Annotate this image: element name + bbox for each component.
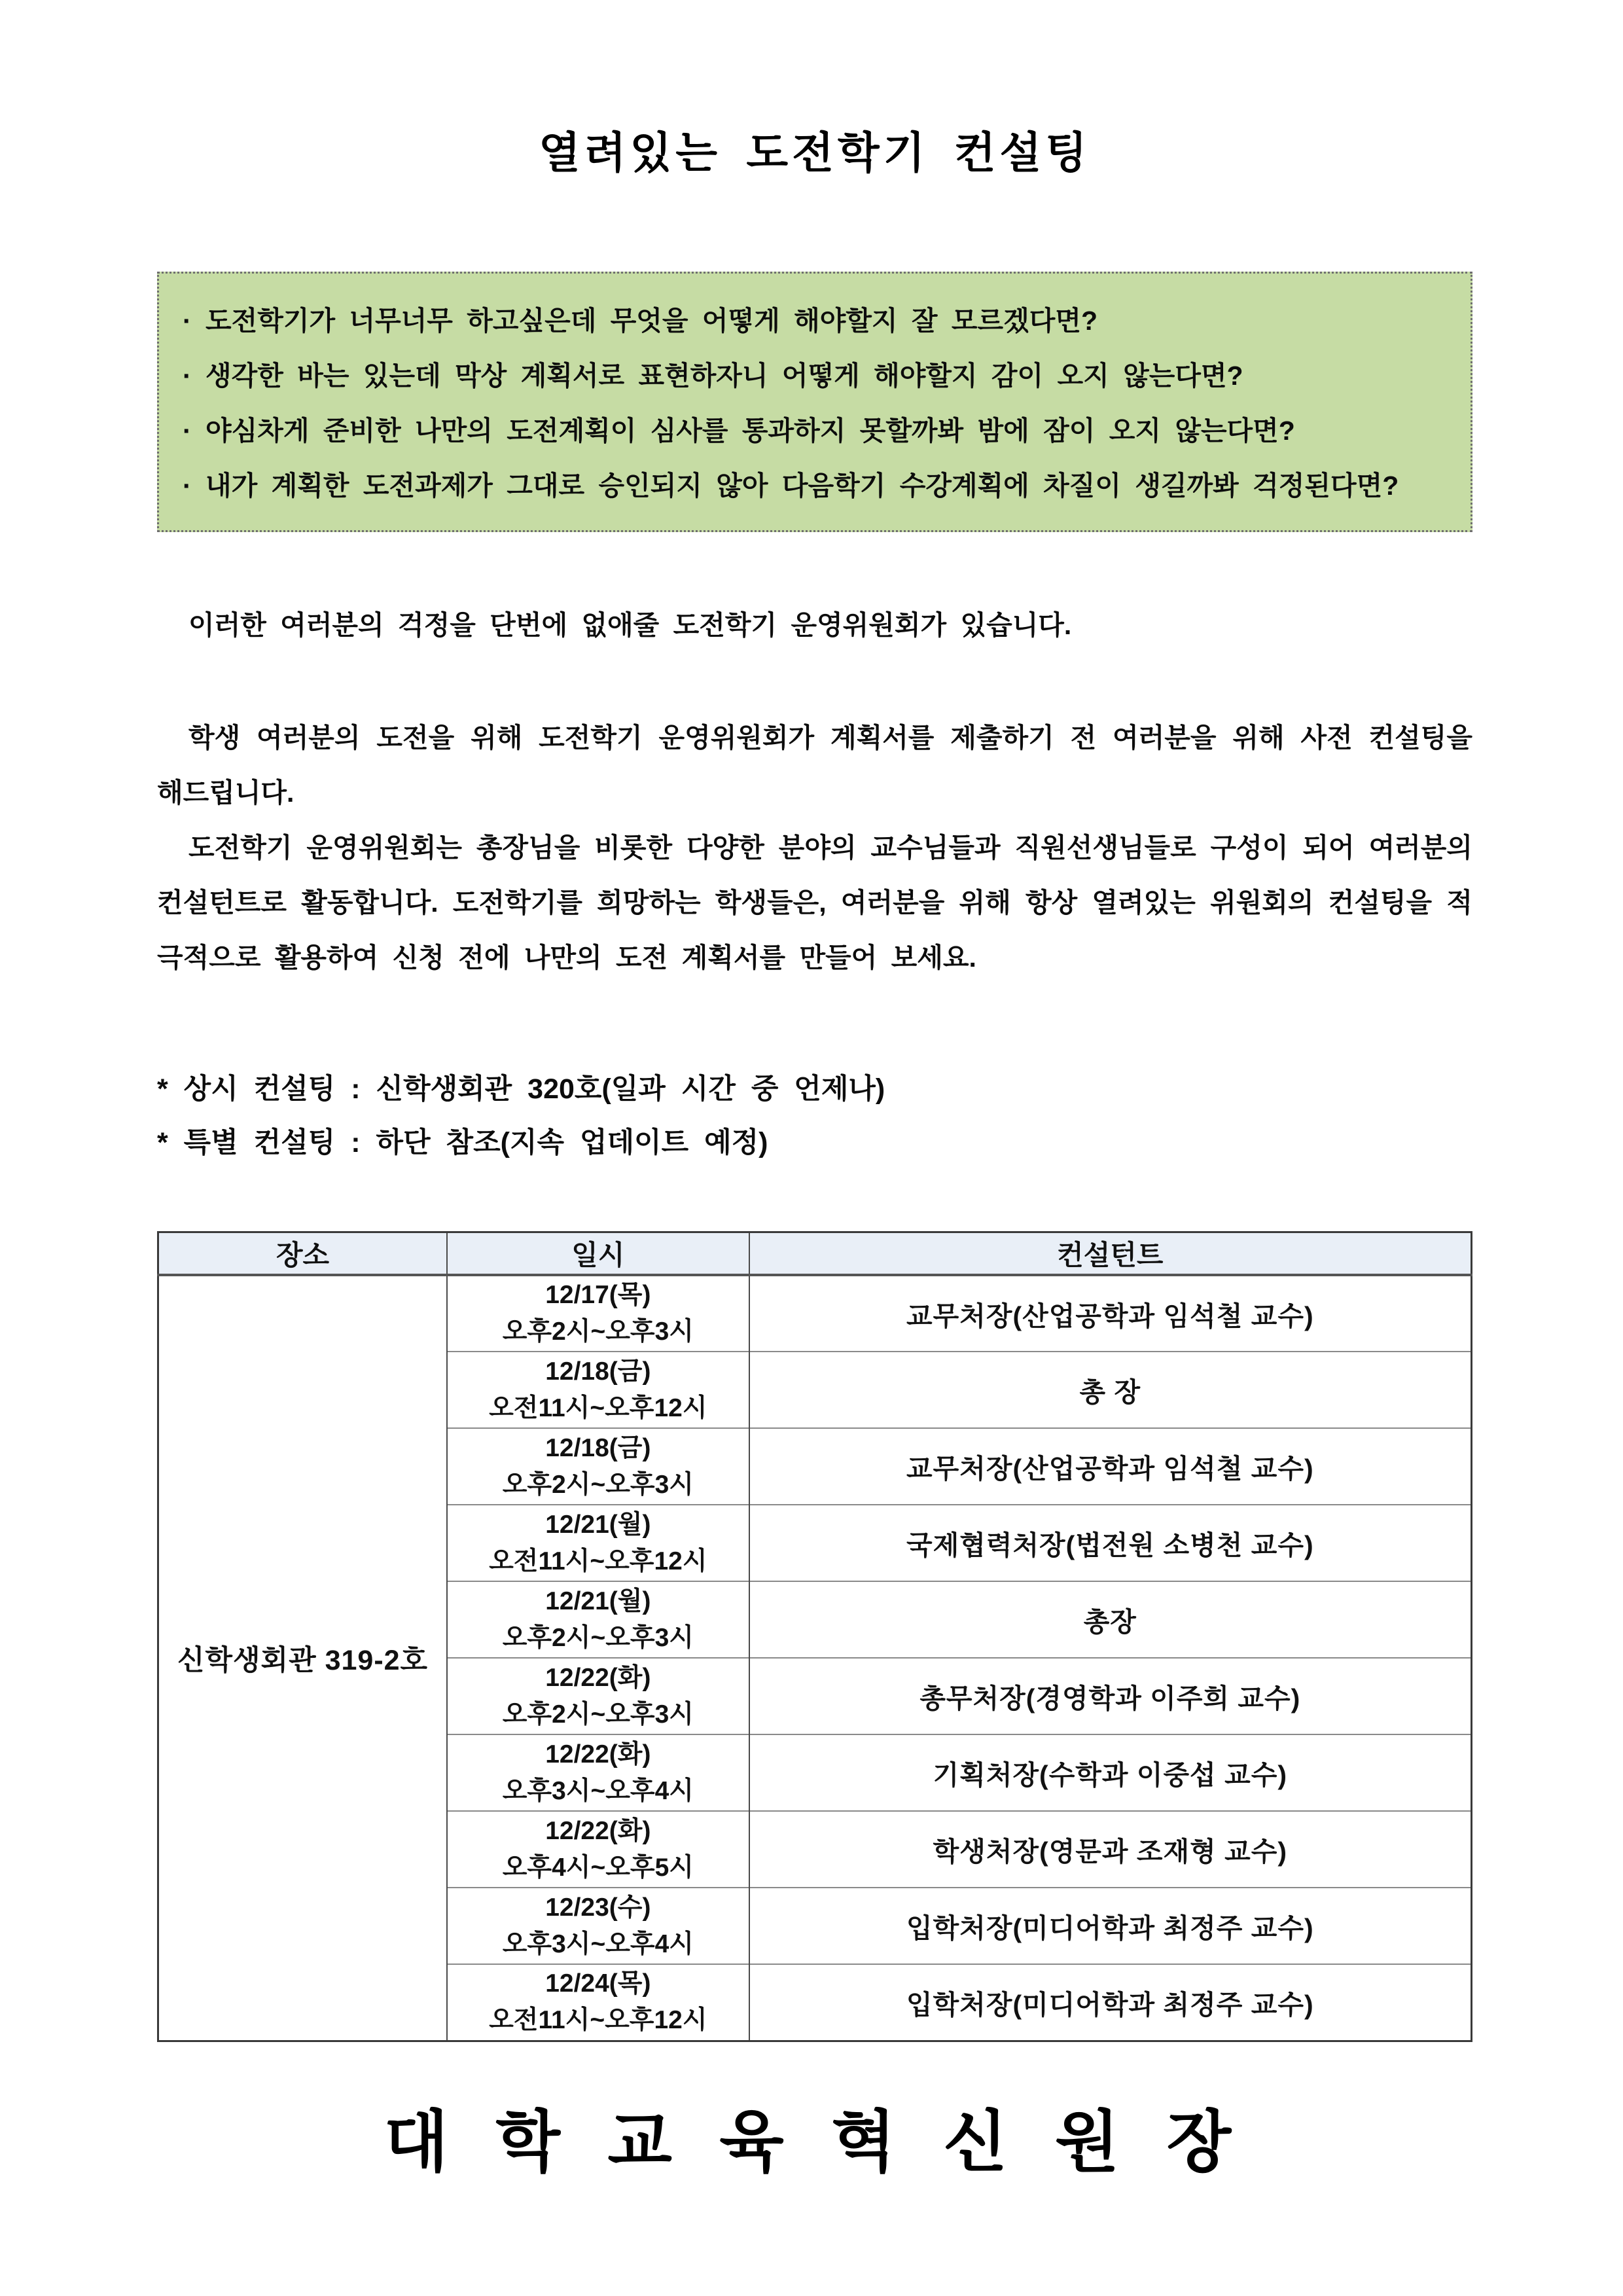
paragraph-committee-intro: 이러한 여러분의 걱정을 단번에 없애줄 도전학기 운영위원회가 있습니다. xyxy=(188,610,1072,640)
consultant-cell: 입학처장(미디어학과 최정주 교수) xyxy=(749,1888,1472,1964)
paragraph-committee-detail: 도전학기 운영위원회는 총장님을 비롯한 다양한 분야의 교수님들과 직원선생님들로 구성이 되어 여러분의 컨설턴트로 활동합니다. 도전학기를 희망하는 학생들은, 여러분을 위해 항상 열려있는 위원회의 컨설팅을 적극적으로 활용하여 신청 전에 나만의 도전 계획서를 만들어 보세요. xyxy=(157,833,1472,973)
signature-title: 대 학 교 육 혁 신 원 장 xyxy=(383,2104,1246,2179)
datetime-cell xyxy=(447,1505,749,1581)
datetime-cell xyxy=(447,1275,749,1352)
consultant-cell: 교무처장(산업공학과 임석철 교수) xyxy=(749,1428,1472,1505)
date-text: 12/18(금) xyxy=(545,1433,651,1462)
datetime-cell xyxy=(447,1658,749,1734)
datetime-cell xyxy=(447,1964,749,2041)
consulting-notes xyxy=(157,1062,1472,1170)
intro-highlight-box xyxy=(157,272,1472,532)
note-special-consulting: * 특별 컨설팅 : 하단 참조(지속 업데이트 예정) xyxy=(157,1127,768,1158)
consultant-cell: 교무처장(산업공학과 임석철 교수) xyxy=(749,1275,1472,1352)
page-title: 열려있는 도전학기 컨설팅 xyxy=(539,128,1091,177)
date-text: 12/22(화) xyxy=(545,1816,651,1845)
date-text: 12/22(화) xyxy=(545,1740,651,1768)
time-text: 오전11시~오후12시 xyxy=(489,2006,707,2035)
date-text: 12/21(월) xyxy=(545,1587,651,1615)
schedule-table xyxy=(157,1231,1472,2042)
location-cell: 신학생회관 319-2호 xyxy=(158,1275,448,2041)
time-text: 오전11시~오후12시 xyxy=(489,1547,707,1575)
time-text: 오후2시~오후3시 xyxy=(502,1470,694,1499)
time-text: 오후3시~오후4시 xyxy=(502,1929,694,1958)
time-text: 오후2시~오후3시 xyxy=(502,1700,694,1729)
consultant-cell: 총 장 xyxy=(749,1352,1472,1428)
date-text: 12/23(수) xyxy=(545,1893,651,1922)
header-datetime: 일시 xyxy=(447,1232,749,1276)
table-row xyxy=(158,1275,1472,1352)
time-text: 오전11시~오후12시 xyxy=(489,1393,707,1422)
intro-bullet: · 도전학기가 너무너무 하고싶은데 무엇을 어떻게 해야할지 잘 모르겠다면? xyxy=(183,306,1098,336)
time-text: 오후2시~오후3시 xyxy=(502,1318,694,1346)
paragraph-consulting-offer: 학생 여러분의 도전을 위해 도전학기 운영위원회가 계획서를 제출하기 전 여러분을 위해 사전 컨설팅을 해드립니다. xyxy=(157,723,1472,808)
datetime-cell xyxy=(447,1581,749,1658)
time-text: 오후4시~오후5시 xyxy=(502,1853,694,1882)
consultant-cell: 총장 xyxy=(749,1581,1472,1658)
datetime-cell xyxy=(447,1811,749,1888)
date-text: 12/24(목) xyxy=(545,1969,651,1998)
consultant-cell: 국제협력처장(법전원 소병천 교수) xyxy=(749,1505,1472,1581)
consultant-cell: 학생처장(영문과 조재형 교수) xyxy=(749,1811,1472,1888)
intro-bullet: · 야심차게 준비한 나만의 도전계획이 심사를 통과하지 못할까봐 밤에 잠이 오지 않는다면? xyxy=(183,416,1295,446)
note-regular-consulting: * 상시 컨설팅 : 신학생회관 320호(일과 시간 중 언제나) xyxy=(157,1073,885,1105)
header-consultant: 컨설턴트 xyxy=(749,1232,1472,1276)
date-text: 12/17(목) xyxy=(545,1281,651,1309)
intro-bullet: · 내가 계획한 도전과제가 그대로 승인되지 않아 다음학기 수강계획에 차질이 생길까봐 걱정된다면? xyxy=(183,471,1399,501)
schedule-table-header xyxy=(158,1232,1472,1276)
datetime-cell xyxy=(447,1352,749,1428)
datetime-cell xyxy=(447,1428,749,1505)
datetime-cell xyxy=(447,1888,749,1964)
datetime-cell xyxy=(447,1734,749,1811)
intro-bullet: · 생각한 바는 있는데 막상 계획서로 표현하자니 어떻게 해야할지 감이 오지 않는다면? xyxy=(183,361,1243,391)
header-place: 장소 xyxy=(158,1232,448,1276)
consultant-cell: 입학처장(미디어학과 최정주 교수) xyxy=(749,1964,1472,2041)
time-text: 오후3시~오후4시 xyxy=(502,1776,694,1805)
time-text: 오후2시~오후3시 xyxy=(502,1623,694,1652)
consultant-cell: 총무처장(경영학과 이주희 교수) xyxy=(749,1658,1472,1734)
date-text: 12/21(월) xyxy=(545,1510,651,1539)
date-text: 12/18(금) xyxy=(545,1357,651,1386)
consultant-cell: 기획처장(수학과 이중섭 교수) xyxy=(749,1734,1472,1811)
date-text: 12/22(화) xyxy=(545,1663,651,1692)
